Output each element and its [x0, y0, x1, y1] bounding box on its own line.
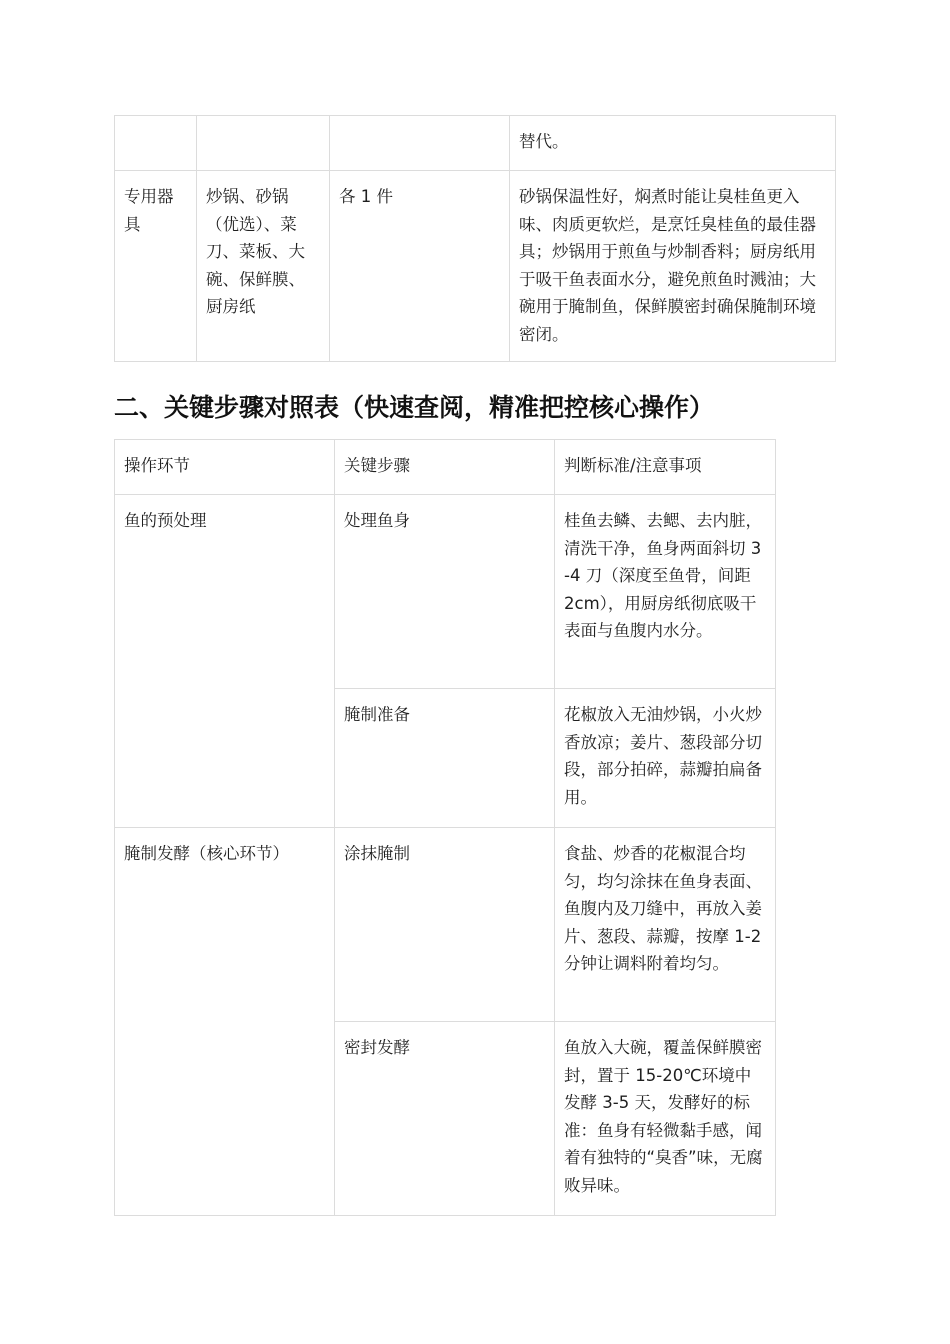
stage-cell: 腌制发酵（核心环节）	[115, 828, 335, 1216]
category-cell: 专用器具	[115, 171, 197, 362]
table-header-row	[115, 440, 776, 495]
stage-cell: 鱼的预处理	[115, 495, 335, 828]
criteria-cell: 鱼放入大碗，覆盖保鲜膜密封，置于 15-20℃环境中发酵 3-5 天，发酵好的标准：鱼身有轻微黏手感，闻着有独特的“臭香”味，无腐败异味。	[555, 1022, 776, 1216]
table-row	[115, 116, 836, 171]
table-row	[115, 495, 776, 689]
criteria-cell: 花椒放入无油炒锅，小火炒香放凉；姜片、葱段部分切段，部分拍碎，蒜瓣拍扁备用。	[555, 689, 776, 828]
step-cell: 涂抹腌制	[335, 828, 555, 1022]
header-cell: 关键步骤	[335, 440, 555, 495]
items-cell: 炒锅、砂锅（优选）、菜刀、菜板、大碗、保鲜膜、厨房纸	[197, 171, 330, 362]
table-row	[115, 171, 836, 362]
section-heading: 二、关键步骤对照表（快速查阅，精准把控核心操作）	[114, 393, 715, 422]
key-steps-table	[114, 439, 776, 1216]
criteria-cell: 食盐、炒香的花椒混合均匀，均匀涂抹在鱼身表面、鱼腹内及刀缝中，再放入姜片、葱段、蒜瓣，按摩 1-2 分钟让调料附着均匀。	[555, 828, 776, 1022]
table-cell	[330, 116, 510, 171]
table-cell	[197, 116, 330, 171]
header-cell: 判断标准/注意事项	[555, 440, 776, 495]
step-cell: 腌制准备	[335, 689, 555, 828]
step-cell: 密封发酵	[335, 1022, 555, 1216]
criteria-cell: 桂鱼去鳞、去鳃、去内脏，清洗干净，鱼身两面斜切 3-4 刀（深度至鱼骨，间距 2cm），用厨房纸彻底吸干表面与鱼腹内水分。	[555, 495, 776, 689]
table-cell	[115, 116, 197, 171]
quantity-cell: 各 1 件	[330, 171, 510, 362]
step-cell: 处理鱼身	[335, 495, 555, 689]
utensils-table	[114, 115, 836, 362]
table-row	[115, 828, 776, 1022]
table-cell: 替代。	[510, 116, 836, 171]
header-cell: 操作环节	[115, 440, 335, 495]
note-cell: 砂锅保温性好，焖煮时能让臭桂鱼更入味、肉质更软烂，是烹饪臭桂鱼的最佳器具；炒锅用于煎鱼与炒制香料；厨房纸用于吸干鱼表面水分，避免煎鱼时溅油；大碗用于腌制鱼，保鲜膜密封确保腌制环境密闭。	[510, 171, 836, 362]
